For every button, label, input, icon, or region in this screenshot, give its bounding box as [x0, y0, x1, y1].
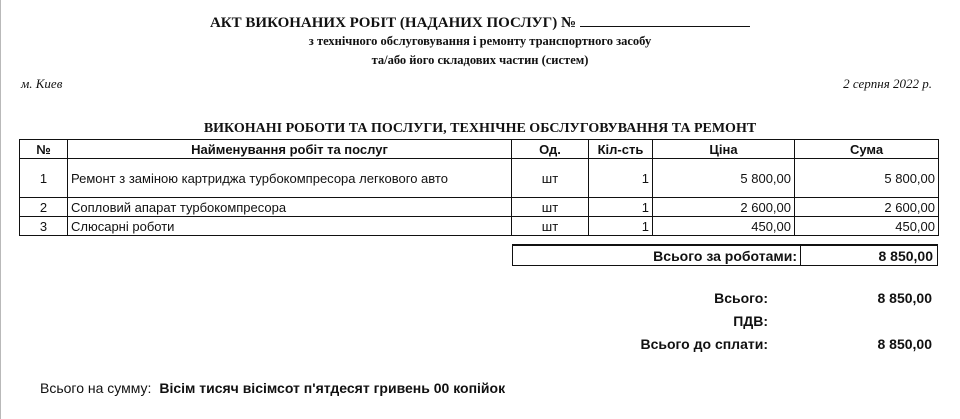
document-date: 2 серпня 2022 р. — [843, 76, 932, 91]
row-num: 2 — [20, 198, 68, 217]
amount-in-words-label: Всього на сумму: — [40, 380, 152, 396]
city: м. Киев — [21, 76, 63, 91]
row-qty: 1 — [589, 198, 653, 217]
table-header-row — [20, 140, 939, 159]
amount-in-words — [40, 380, 505, 396]
works-section-title: ВИКОНАНІ РОБОТИ ТА ПОСЛУГИ, ТЕХНІЧНЕ ОБСЛУГОВУВАННЯ ТА РЕМОНТ — [203, 121, 757, 136]
works-table — [19, 139, 939, 236]
column-header-name: Найменування робіт та послуг — [68, 140, 512, 159]
works-total-value: 8 850,00 — [878, 248, 933, 264]
document-subtitle-line2: та/або його складових частин (систем) — [371, 53, 589, 67]
column-header-num: № — [20, 140, 68, 159]
row-qty: 1 — [589, 217, 653, 236]
works-total-divider — [800, 246, 801, 265]
row-unit: шт — [512, 198, 589, 217]
summary-total-label: Всього: — [714, 290, 768, 306]
act-number-line — [580, 12, 750, 27]
row-name: Ремонт з заміною картриджа турбокомпресора легкового авто — [68, 159, 512, 198]
row-num: 1 — [20, 159, 68, 198]
row-qty: 1 — [589, 159, 653, 198]
summary-total-value: 8 850,00 — [877, 290, 932, 306]
row-name: Слюсарні роботи — [68, 217, 512, 236]
column-header-qty: Кіл-сть — [589, 140, 653, 159]
column-header-sum: Сума — [795, 140, 939, 159]
document-title-text: АКТ ВИКОНАНИХ РОБІТ (НАДАНИХ ПОСЛУГ) № — [209, 15, 577, 31]
row-sum: 2 600,00 — [795, 198, 939, 217]
works-total-label: Всього за роботами: — [653, 248, 797, 264]
row-unit: шт — [512, 217, 589, 236]
row-price: 2 600,00 — [653, 198, 795, 217]
row-price: 450,00 — [653, 217, 795, 236]
row-num: 3 — [20, 217, 68, 236]
table-row — [20, 198, 939, 217]
row-sum: 5 800,00 — [795, 159, 939, 198]
table-row — [20, 217, 939, 236]
summary-pay-label: Всього до сплати: — [640, 336, 768, 352]
amount-in-words-value: Вісім тисяч вісімсот п'ятдесят гривень 00 копійок — [159, 380, 506, 396]
row-unit: шт — [512, 159, 589, 198]
row-name: Сопловий апарат турбокомпресора — [68, 198, 512, 217]
column-header-unit: Од. — [512, 140, 589, 159]
table-row — [20, 159, 939, 198]
document-subtitle-line1: з технічного обслуговування і ремонту транспортного засобу — [308, 34, 652, 48]
column-header-price: Ціна — [653, 140, 795, 159]
row-sum: 450,00 — [795, 217, 939, 236]
works-total-box — [512, 244, 938, 266]
summary-vat-label: ПДВ: — [733, 313, 768, 329]
row-price: 5 800,00 — [653, 159, 795, 198]
summary-pay-value: 8 850,00 — [877, 336, 932, 352]
document-title — [0, 12, 960, 32]
